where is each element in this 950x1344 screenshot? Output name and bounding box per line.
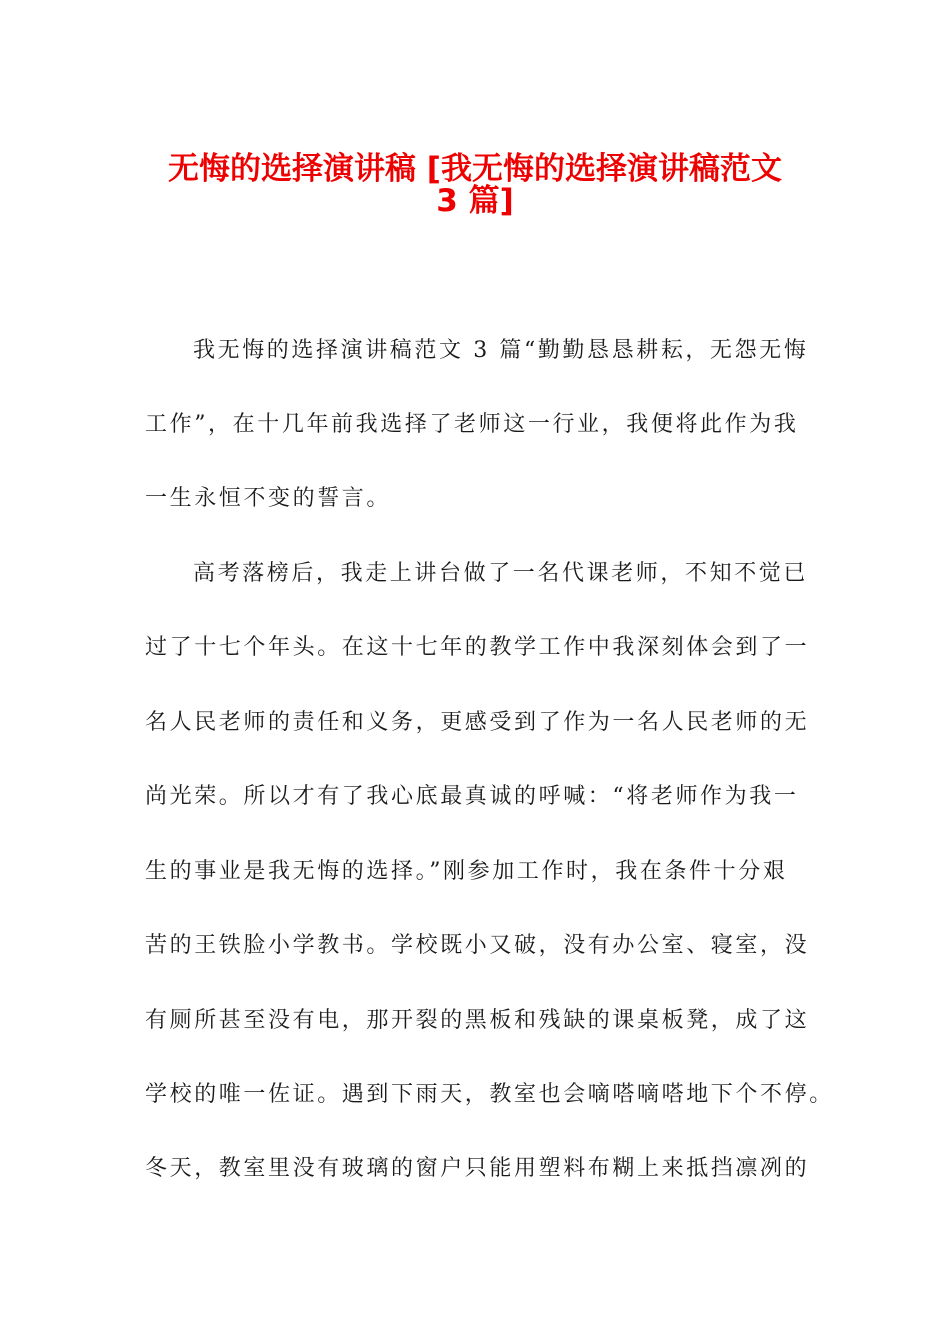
paragraph-1-line-2: 工作”，在十几年前我选择了老师这一行业，我便将此作为我: [145, 412, 799, 437]
paragraph-2-line-3: 名人民老师的责任和义务，更感受到了作为一名人民老师的无: [145, 710, 810, 735]
paragraph-2-line-5: 生的事业是我无悔的选择。”刚参加工作时，我在条件十分艰: [145, 859, 788, 884]
paragraph-1-line-3: 一生永恒不变的誓言。: [145, 486, 392, 511]
paragraph-2-line-8: 学校的唯一佐证。遇到下雨天，教室也会嘀嗒嘀嗒地下个不停。: [145, 1082, 834, 1107]
paragraph-1-line-1: 我无悔的选择演讲稿范文 3 篇“勤勤恳恳耕耘，无怨无悔: [193, 338, 809, 363]
paragraph-2-line-2: 过了十七个年头。在这十七年的教学工作中我深刻体会到了一: [145, 635, 810, 660]
paragraph-2-line-9: 冬天，教室里没有玻璃的窗户只能用塑料布糊上来抵挡凛冽的: [145, 1156, 810, 1181]
paragraph-2-line-1: 高考落榜后，我走上讲台做了一名代课老师，不知不觉已: [193, 561, 809, 586]
paragraph-2-line-4: 尚光荣。所以才有了我心底最真诚的呼喊：“将老师作为我一: [145, 784, 799, 809]
document-title-line-1: 无悔的选择演讲稿 [我无悔的选择演讲稿范文: [168, 151, 782, 187]
paragraph-2-line-6: 苦的王铁脸小学教书。学校既小又破，没有办公室、寝室，没: [145, 933, 810, 958]
document-title-line-2: 3 篇]: [436, 183, 514, 219]
paragraph-2-line-7: 有厕所甚至没有电，那开裂的黑板和残缺的课桌板凳，成了这: [145, 1008, 810, 1033]
